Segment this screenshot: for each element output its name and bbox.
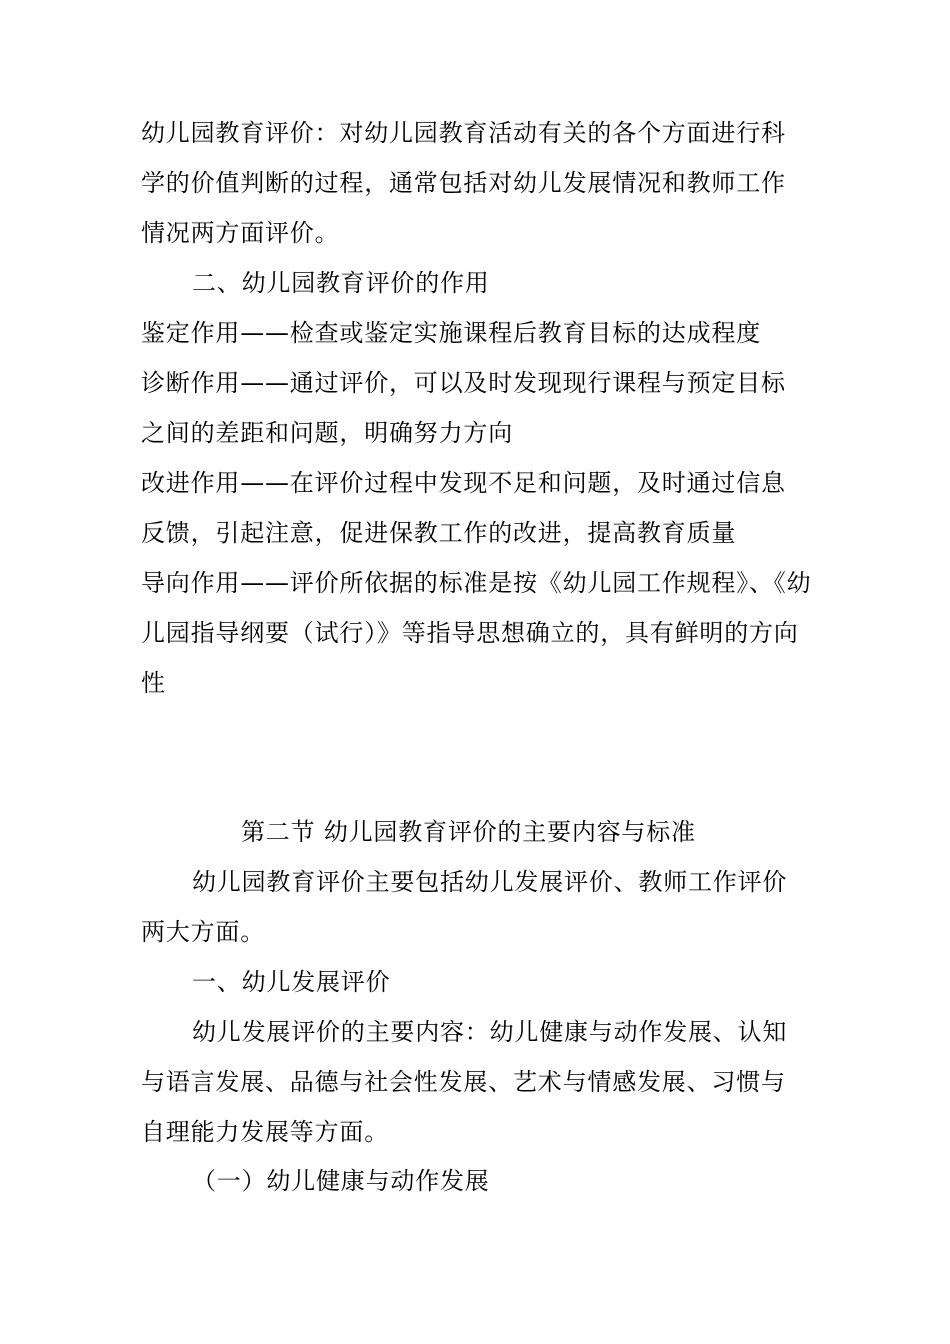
- subsection-heading: （一）幼儿健康与动作发展: [192, 1167, 490, 1195]
- paragraph-line: 性: [141, 669, 166, 697]
- paragraph-line: 诊断作用——通过评价，可以及时发现现行课程与预定目标: [141, 369, 786, 397]
- paragraph-line: 之间的差距和问题，明确努力方向: [141, 419, 513, 447]
- paragraph-line: 学的价值判断的过程，通常包括对幼儿发展情况和教师工作: [141, 169, 786, 197]
- paragraph-line: 幼儿园教育评价：对幼儿园教育活动有关的各个方面进行科: [141, 119, 786, 147]
- chapter-section-title: 第二节 幼儿园教育评价的主要内容与标准: [241, 818, 696, 846]
- paragraph-line: 鉴定作用——检查或鉴定实施课程后教育目标的达成程度: [141, 319, 761, 347]
- section-heading: 二、幼儿园教育评价的作用: [192, 269, 490, 297]
- paragraph-line: 幼儿园教育评价主要包括幼儿发展评价、教师工作评价: [192, 868, 788, 896]
- paragraph-line: 儿园指导纲要（试行）》等指导思想确立的，具有鲜明的方向: [141, 619, 799, 647]
- paragraph-line: 自理能力发展等方面。: [141, 1118, 389, 1146]
- paragraph-line: 反馈，引起注意，促进保教工作的改进，提高教育质量: [141, 519, 737, 547]
- paragraph-line: 导向作用——评价所依据的标准是按《幼儿园工作规程》、《幼: [141, 569, 812, 597]
- paragraph-line: 与语言发展、品德与社会性发展、艺术与情感发展、习惯与: [141, 1068, 786, 1096]
- paragraph-line: 情况两方面评价。: [141, 219, 340, 247]
- paragraph-line: 幼儿发展评价的主要内容：幼儿健康与动作发展、认知: [192, 1018, 788, 1046]
- paragraph-line: 改进作用——在评价过程中发现不足和问题，及时通过信息: [141, 469, 786, 497]
- section-heading: 一、幼儿发展评价: [192, 968, 391, 996]
- paragraph-line: 两大方面。: [141, 918, 265, 946]
